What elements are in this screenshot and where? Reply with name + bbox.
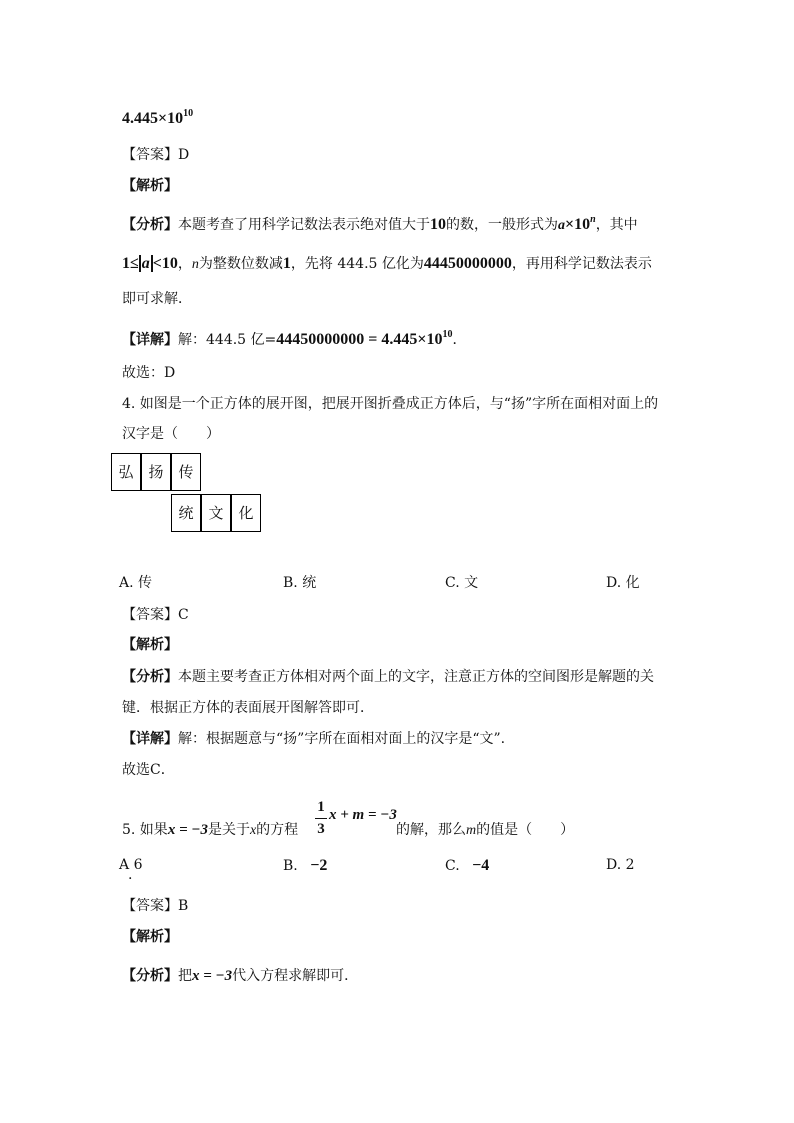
net-cell-3: 传 — [171, 453, 201, 491]
option-label: B. — [283, 858, 298, 874]
q3-fenxi-line3: 即可求解． — [122, 291, 192, 307]
math-var: a — [558, 218, 565, 233]
q3-detail — [122, 329, 467, 348]
option-text: 文 — [464, 575, 479, 591]
fenxi-tag: 【分析】 — [122, 968, 178, 984]
option-label: D. — [606, 857, 622, 873]
equation-rest: x + m = −3 — [329, 807, 397, 823]
text: ，先将 444.5 亿化为 — [290, 256, 424, 272]
math-var: x — [249, 823, 257, 838]
math: 44450000000 = 4.445×10 — [276, 331, 443, 348]
option-label: B. — [283, 575, 298, 591]
q4-detail — [122, 732, 505, 746]
math-var: n — [191, 257, 199, 272]
q4-option-a — [119, 576, 152, 590]
q3-answer: 【答案】D — [122, 147, 190, 163]
option-text: 6 — [133, 857, 143, 873]
option-text: −2 — [310, 857, 328, 874]
q3-choose: 故选：D — [122, 365, 176, 381]
text: 的解，那么 — [396, 822, 466, 838]
option-text: 化 — [625, 575, 640, 591]
text: 本题主要考查正方体相对两个面上的文字，注意正方体的空间图形是解题的关 — [178, 669, 654, 685]
option-text: 传 — [138, 575, 153, 591]
option-label: D. — [606, 575, 622, 591]
math: ×10 — [565, 216, 591, 233]
option-text: 统 — [302, 575, 317, 591]
text: 本题考查了用科学记数法表示绝对值大于 — [178, 217, 430, 233]
math-exp: n — [590, 214, 596, 225]
math-var: m — [466, 823, 477, 838]
q4-choose: 故选C． — [122, 762, 175, 778]
q5-stem-text — [122, 823, 298, 838]
math: 10 — [430, 216, 446, 233]
q5-option-a-dot: . — [128, 867, 133, 883]
option-label: A — [119, 857, 130, 873]
exponent: 10 — [442, 329, 453, 340]
math: <10 — [152, 255, 178, 272]
sci-notation-value: 4.445×10 — [122, 110, 184, 127]
text: 为整数位数减 — [198, 256, 283, 272]
text: 解：根据题意与“扬”字所在面相对面上的汉字是“文”. — [178, 731, 506, 747]
math-var: a — [141, 255, 150, 272]
q4-fenxi-line2: 键．根据正方体的表面展开图解答即可． — [122, 700, 374, 716]
q4-option-c — [445, 576, 478, 590]
q4-answer: 【答案】C — [122, 607, 189, 623]
math: 1 — [282, 255, 291, 272]
math: 1≤ — [122, 255, 139, 272]
q3-fenxi-line2 — [122, 256, 652, 272]
text: ，其中 — [595, 217, 638, 233]
option-label: C. — [445, 575, 460, 591]
previous-option-d — [122, 108, 194, 127]
detail-tag: 【详解】 — [122, 731, 178, 747]
fenxi-tag: 【分析】 — [122, 669, 178, 685]
text: 是关于 — [207, 822, 250, 838]
text: 的数，一般形式为 — [446, 217, 558, 233]
q4-option-b — [283, 576, 316, 590]
q4-option-d — [606, 576, 640, 590]
q3-fenxi-line1 — [122, 214, 638, 233]
net-cell-2: 扬 — [141, 453, 171, 491]
math: x = −3 — [192, 968, 233, 984]
fraction-bar — [315, 818, 327, 819]
option-label: A. — [119, 575, 134, 591]
text: ，再用科学记数法表示 — [511, 256, 652, 272]
net-cell-5: 文 — [201, 494, 231, 532]
exponent: 10 — [183, 108, 194, 119]
q4-analysis-heading: 【解析】 — [122, 637, 178, 653]
q4-stem-line2: 汉字是（ ） — [122, 426, 220, 442]
q5-fenxi — [122, 969, 358, 984]
q4-fenxi-line1 — [122, 670, 654, 684]
text: ． — [452, 332, 467, 348]
text: 解：444.5 亿= — [178, 332, 277, 348]
fraction-denominator: 3 — [317, 821, 325, 837]
q4-stem-line1: 4. 如图是一个正方体的展开图，把展开图折叠成正方体后，与“扬”字所在面相对面上的 — [122, 396, 659, 412]
q5-option-b — [283, 858, 327, 874]
net-cell-6: 化 — [231, 494, 261, 532]
net-cell-4: 统 — [171, 494, 201, 532]
net-cell-1: 弘 — [111, 453, 141, 491]
fraction-numerator: 1 — [317, 799, 325, 815]
option-label: C. — [445, 858, 460, 874]
text: ， — [177, 256, 192, 272]
q5-option-d — [606, 858, 635, 872]
fenxi-tag: 【分析】 — [122, 217, 178, 233]
q5-answer: 【答案】B — [122, 898, 189, 914]
text: 的值是（ ） — [476, 822, 575, 838]
math: 44450000000 — [423, 255, 512, 272]
option-text: −4 — [472, 857, 490, 874]
math: x = −3 — [167, 822, 208, 838]
text: 把 — [178, 968, 192, 984]
text: 的方程 — [256, 822, 299, 838]
q3-analysis-heading: 【解析】 — [122, 178, 178, 194]
text: 5. 如果 — [122, 822, 168, 838]
q5-option-c — [445, 858, 489, 874]
option-text: 2 — [625, 857, 635, 873]
q5-stem-tail — [396, 823, 574, 838]
text: 代入方程求解即可． — [232, 968, 359, 984]
q5-analysis-heading: 【解析】 — [122, 929, 178, 945]
detail-tag: 【详解】 — [122, 332, 178, 348]
